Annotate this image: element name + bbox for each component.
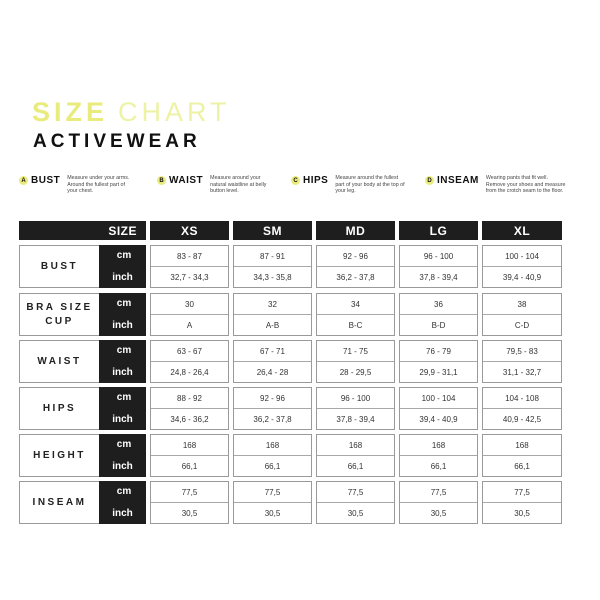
cell-sm <box>233 434 312 477</box>
legend-name: INSEAM <box>437 175 479 186</box>
unit-column <box>99 245 146 288</box>
value-inch: 39,4 - 40,9 <box>483 266 561 287</box>
value-inch: 30,5 <box>151 502 228 523</box>
cell-md <box>316 293 395 336</box>
value-inch: 28 - 29,5 <box>317 361 394 382</box>
legend-waist <box>157 175 272 195</box>
legend-name: HIPS <box>303 175 329 186</box>
unit-cm: cm <box>116 392 132 404</box>
value-cm: 104 - 108 <box>505 393 539 403</box>
value-inch: 66,1 <box>151 455 228 476</box>
page-title <box>32 97 231 127</box>
unit-inch: inch <box>112 319 133 331</box>
size-header-lg: LG <box>399 221 478 240</box>
legend-name: WAIST <box>169 175 204 186</box>
value-cm: 83 - 87 <box>177 251 202 261</box>
value-inch: B-D <box>400 314 477 335</box>
value-inch: 34,3 - 35,8 <box>234 266 311 287</box>
cell-sm <box>233 245 312 288</box>
cell-xs <box>150 340 229 383</box>
cell-xs <box>150 481 229 524</box>
unit-column <box>99 387 146 430</box>
value-inch: 40,9 - 42,5 <box>483 408 561 429</box>
cell-lg <box>399 340 478 383</box>
title-word-chart: CHART <box>118 97 231 127</box>
value-inch: A-B <box>234 314 311 335</box>
value-inch: 31,1 - 32,7 <box>483 361 561 382</box>
unit-cm: cm <box>116 298 132 310</box>
value-inch: C-D <box>483 314 561 335</box>
value-cm: 100 - 104 <box>505 251 539 261</box>
size-header-xs: XS <box>150 221 229 240</box>
cell-lg <box>399 245 478 288</box>
value-inch: 37,8 - 39,4 <box>317 408 394 429</box>
value-cm: 168 <box>182 440 197 450</box>
unit-column <box>99 434 146 477</box>
value-inch: 30,5 <box>317 502 394 523</box>
cell-xl <box>482 340 562 383</box>
unit-cm: cm <box>116 250 132 262</box>
value-inch: 34,6 - 36,2 <box>151 408 228 429</box>
unit-inch: inch <box>112 271 133 283</box>
size-header-md: MD <box>316 221 395 240</box>
cell-xl <box>482 434 562 477</box>
row-label-bra-size-cup: BRA SIZE CUP <box>19 293 99 336</box>
value-cm: 88 - 92 <box>177 393 202 403</box>
unit-cm: cm <box>116 486 132 498</box>
legend-badge-b: B <box>157 176 166 185</box>
cell-md <box>316 340 395 383</box>
legend-description: Wearing pants that fit well. Remove your shoes and measure from the crotch seam to the floor. <box>485 175 566 195</box>
cell-xl <box>482 481 562 524</box>
value-cm: 92 - 96 <box>343 251 368 261</box>
value-cm: 96 - 100 <box>423 251 454 261</box>
value-cm: 38 <box>517 299 527 309</box>
value-cm: 168 <box>515 440 529 450</box>
value-inch: 66,1 <box>483 455 561 476</box>
value-cm: 34 <box>351 299 360 309</box>
value-cm: 77,5 <box>264 487 281 497</box>
value-inch: 30,5 <box>483 502 561 523</box>
value-inch: 30,5 <box>234 502 311 523</box>
cell-lg <box>399 481 478 524</box>
value-cm: 96 - 100 <box>340 393 371 403</box>
unit-inch: inch <box>112 507 133 519</box>
value-inch: 32,7 - 34,3 <box>151 266 228 287</box>
value-inch: 36,2 - 37,8 <box>234 408 311 429</box>
value-inch: 29,9 - 31,1 <box>400 361 477 382</box>
value-cm: 168 <box>348 440 363 450</box>
legend-badge-d: D <box>425 176 434 185</box>
cell-sm <box>233 293 312 336</box>
cell-md <box>316 245 395 288</box>
value-inch: 66,1 <box>400 455 477 476</box>
value-cm: 79,5 - 83 <box>506 346 538 356</box>
value-cm: 77,5 <box>514 487 530 497</box>
unit-column <box>99 481 146 524</box>
unit-inch: inch <box>112 366 133 378</box>
legend-description: Measure around the fullest part of your body at the top of your leg. <box>335 175 405 195</box>
value-inch: 66,1 <box>317 455 394 476</box>
value-inch: 24,8 - 26,4 <box>151 361 228 382</box>
cell-md <box>316 387 395 430</box>
cell-lg <box>399 434 478 477</box>
legend-hips <box>291 175 405 195</box>
row-label-waist: WAIST <box>19 340 99 383</box>
legend-badge-c: C <box>291 176 300 185</box>
value-cm: 77,5 <box>347 487 364 497</box>
value-cm: 32 <box>268 299 277 309</box>
cell-xs <box>150 434 229 477</box>
unit-cm: cm <box>116 345 132 357</box>
value-inch: 26,4 - 28 <box>234 361 311 382</box>
unit-inch: inch <box>112 460 133 472</box>
cell-sm <box>233 387 312 430</box>
legend-inseam <box>425 175 566 195</box>
value-cm: 76 - 79 <box>426 346 451 356</box>
cell-xl <box>482 293 562 336</box>
cell-xs <box>150 293 229 336</box>
value-cm: 77,5 <box>181 487 198 497</box>
row-label-hips: HIPS <box>19 387 99 430</box>
cell-sm <box>233 481 312 524</box>
value-cm: 67 - 71 <box>260 346 285 356</box>
size-column-header: SIZE <box>19 221 146 240</box>
cell-xl <box>482 387 562 430</box>
row-label-inseam: INSEAM <box>19 481 99 524</box>
row-label-height: HEIGHT <box>19 434 99 477</box>
row-label-bust: BUST <box>19 245 99 288</box>
unit-column <box>99 340 146 383</box>
legend-name: BUST <box>31 175 61 186</box>
value-inch: 66,1 <box>234 455 311 476</box>
unit-cm: cm <box>116 439 132 451</box>
size-header-xl: XL <box>482 221 562 240</box>
unit-inch: inch <box>112 413 133 425</box>
cell-lg <box>399 387 478 430</box>
size-header-sm: SM <box>233 221 312 240</box>
cell-md <box>316 481 395 524</box>
value-inch: A <box>151 314 228 335</box>
cell-xs <box>150 245 229 288</box>
value-cm: 36 <box>434 299 443 309</box>
page-subtitle: ACTIVEWEAR <box>33 131 201 152</box>
value-cm: 168 <box>431 440 446 450</box>
cell-xs <box>150 387 229 430</box>
cell-lg <box>399 293 478 336</box>
cell-sm <box>233 340 312 383</box>
legend-description: Measure around your natural waistline at belly button level. <box>210 175 267 195</box>
legend-description: Measure under your arms. Around the fullest part of your chest. <box>67 175 130 195</box>
value-cm: 71 - 75 <box>343 346 368 356</box>
cell-xl <box>482 245 562 288</box>
value-cm: 30 <box>185 299 194 309</box>
value-inch: B-C <box>317 314 394 335</box>
value-cm: 168 <box>265 440 280 450</box>
legend-bust <box>19 175 131 195</box>
value-inch: 36,2 - 37,8 <box>317 266 394 287</box>
value-inch: 37,8 - 39,4 <box>400 266 477 287</box>
value-inch: 30,5 <box>400 502 477 523</box>
value-cm: 92 - 96 <box>260 393 285 403</box>
cell-md <box>316 434 395 477</box>
value-cm: 77,5 <box>430 487 447 497</box>
value-inch: 39,4 - 40,9 <box>400 408 477 429</box>
unit-column <box>99 293 146 336</box>
value-cm: 100 - 104 <box>421 393 456 403</box>
legend-badge-a: A <box>19 176 28 185</box>
title-word-size: SIZE <box>32 97 109 127</box>
value-cm: 87 - 91 <box>260 251 285 261</box>
value-cm: 63 - 67 <box>177 346 202 356</box>
